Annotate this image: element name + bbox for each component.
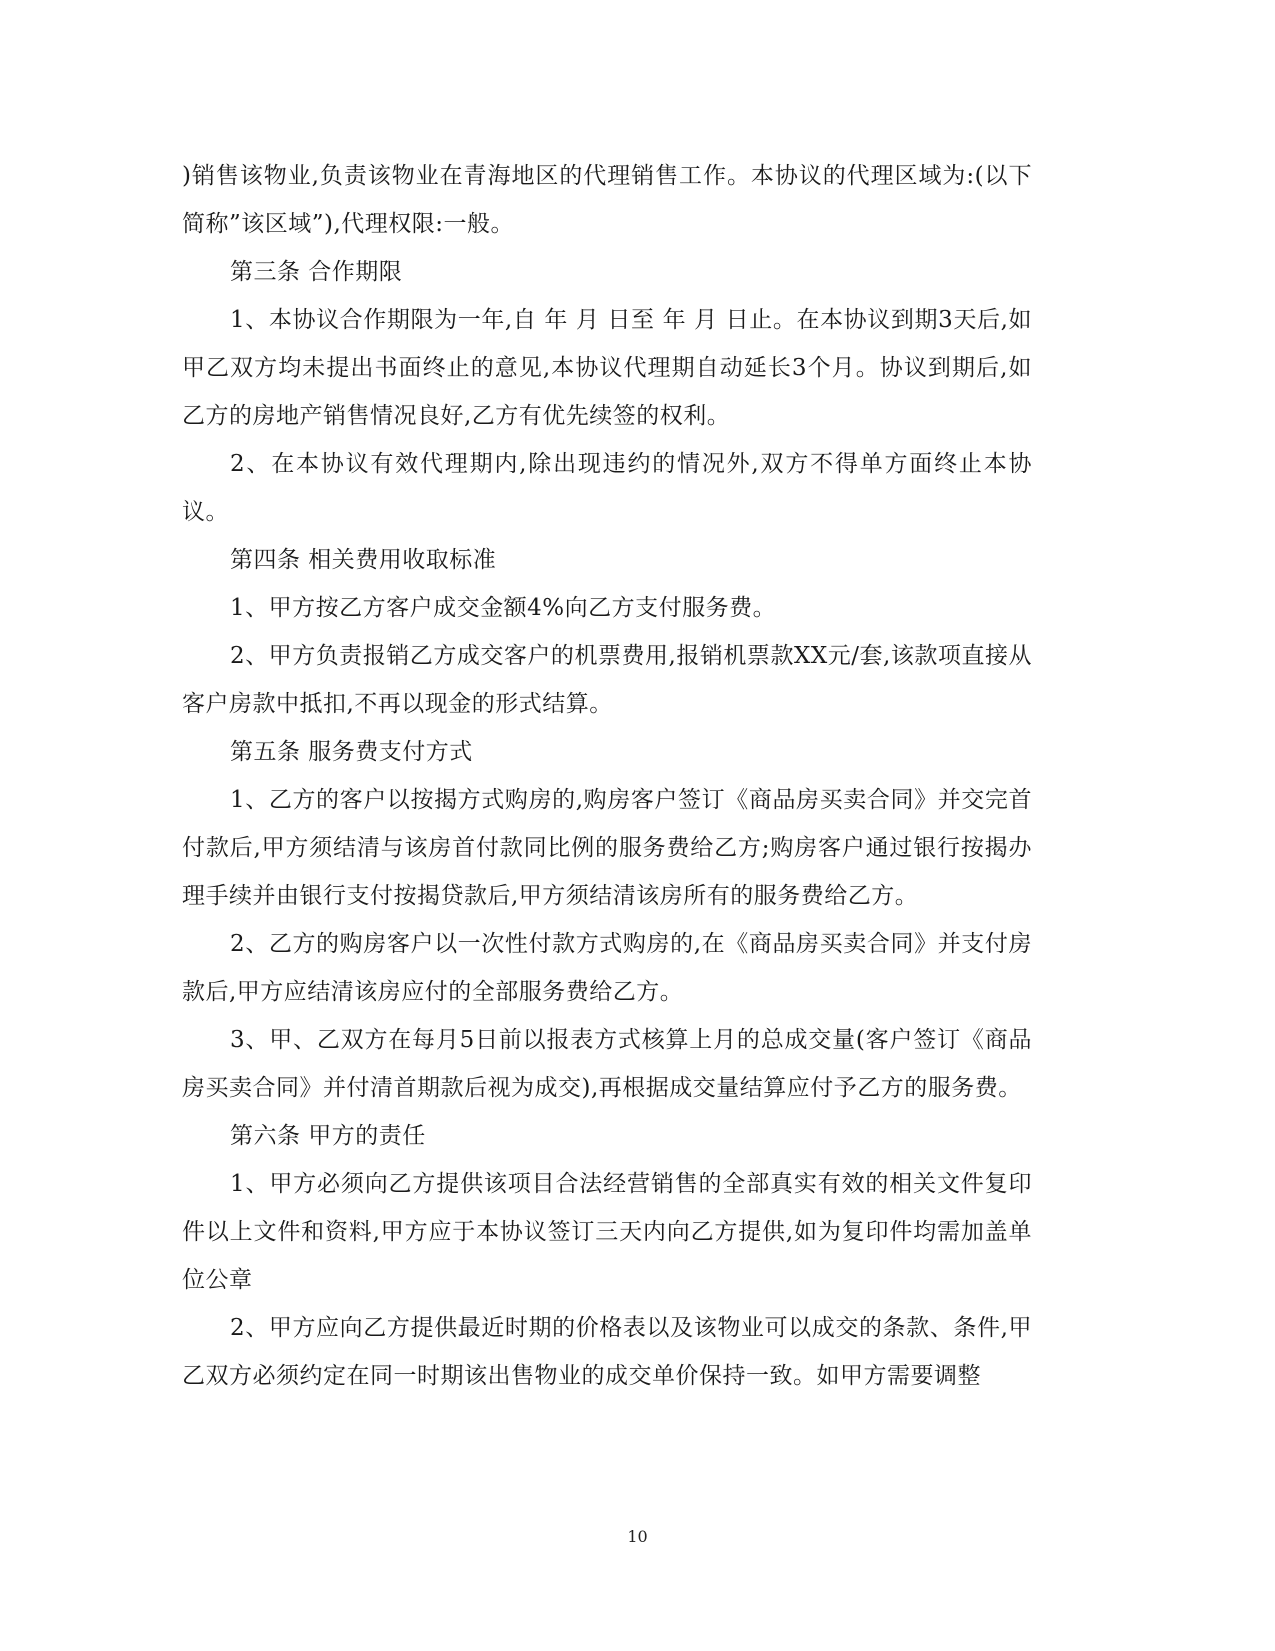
paragraph-article-4-item-1: 1、甲方按乙方客户成交金额4%向乙方支付服务费。 <box>230 595 777 621</box>
heading-article-4: 第四条 相关费用收取标准 <box>230 547 497 573</box>
heading-article-5: 第五条 服务费支付方式 <box>230 739 473 765</box>
paragraph-article-3-item-1: 1、本协议合作期限为一年,自 年 月 日至 年 月 日止。在本协议到期3天后,如甲乙双方均未提出书面终止的意见,本协议代理期自动延长3个月。协议到期后,如乙方的房地产销售情况良好,乙方有优先续签的权利。 <box>182 307 1032 429</box>
page-number: 10 <box>627 1527 648 1546</box>
paragraph-article-6-item-2: 2、甲方应向乙方提供最近时期的价格表以及该物业可以成交的条款、条件,甲乙双方必须约定在同一时期该出售物业的成交单价保持一致。如甲方需要调整 <box>182 1315 1032 1389</box>
heading-article-6: 第六条 甲方的责任 <box>230 1123 426 1149</box>
paragraph-agency-scope: )销售该物业,负责该物业在青海地区的代理销售工作。本协议的代理区域为:(以下简称”该区域”),代理权限:一般。 <box>182 163 1032 237</box>
paragraph-article-5-item-1: 1、乙方的客户以按揭方式购房的,购房客户签订《商品房买卖合同》并交完首付款后,甲方须结清与该房首付款同比例的服务费给乙方;购房客户通过银行按揭办理手续并由银行支付按揭贷款后,甲方须结清该房所有的服务费给乙方。 <box>182 787 1032 909</box>
paragraph-article-5-item-2: 2、乙方的购房客户以一次性付款方式购房的,在《商品房买卖合同》并支付房款后,甲方应结清该房应付的全部服务费给乙方。 <box>182 931 1032 1005</box>
document-body <box>182 152 1032 1400</box>
paragraph-article-3-item-2: 2、在本协议有效代理期内,除出现违约的情况外,双方不得单方面终止本协议。 <box>182 451 1032 525</box>
paragraph-article-6-item-1: 1、甲方必须向乙方提供该项目合法经营销售的全部真实有效的相关文件复印件以上文件和资料,甲方应于本协议签订三天内向乙方提供,如为复印件均需加盖单位公章 <box>182 1171 1032 1293</box>
paragraph-article-5-item-3: 3、甲、乙双方在每月5日前以报表方式核算上月的总成交量(客户签订《商品房买卖合同》并付清首期款后视为成交),再根据成交量结算应付予乙方的服务费。 <box>182 1027 1032 1101</box>
heading-article-3: 第三条 合作期限 <box>230 259 403 285</box>
paragraph-article-4-item-2: 2、甲方负责报销乙方成交客户的机票费用,报销机票款XX元/套,该款项直接从客户房款中抵扣,不再以现金的形式结算。 <box>182 643 1032 717</box>
